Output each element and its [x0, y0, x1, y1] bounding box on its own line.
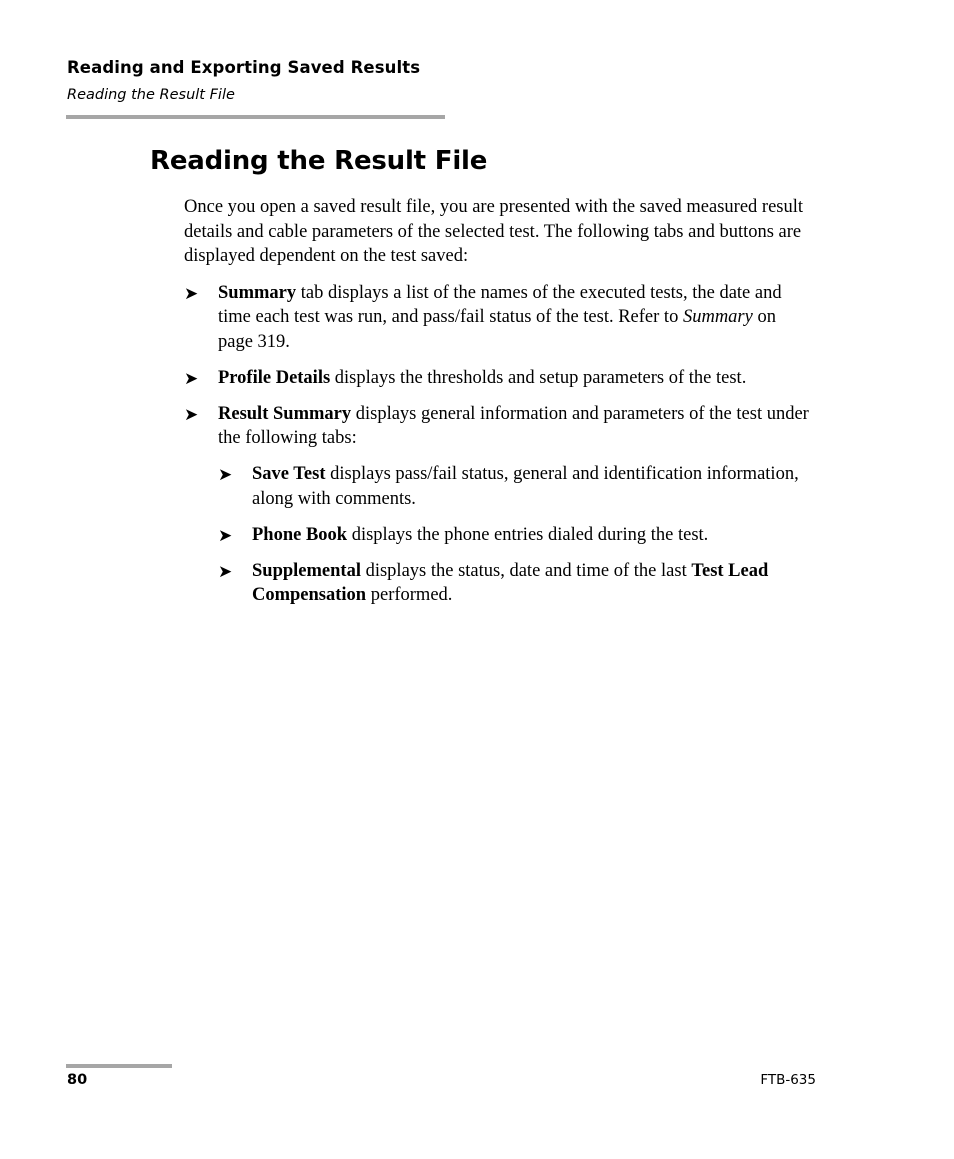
arrow-bullet-icon: ➤ [218, 561, 233, 582]
description-summary-a: tab displays a list of the names of the executed tests, the date and time each test was run, and pass/fail status of the test. Refer to [218, 282, 782, 327]
footer-rule [66, 1064, 172, 1068]
term-profile-details: Profile Details [218, 367, 331, 388]
arrow-bullet-icon: ➤ [184, 283, 199, 304]
description-phone-book: displays the phone entries dialed during the test. [347, 524, 709, 545]
body-content [184, 195, 814, 619]
page-title: Reading the Result File [150, 146, 488, 176]
intro-paragraph: Once you open a saved result file, you are presented with the saved measured result details and cable parameters of the selected test. The following tabs and buttons are displayed dependent on the test saved: [184, 197, 804, 266]
list-item-profile-details [184, 366, 814, 391]
tab-list [184, 281, 814, 608]
term-supplemental: Supplemental [252, 560, 361, 581]
page-number: 80 [67, 1072, 88, 1088]
description-save-test: displays pass/fail status, general and identification information, along with comments. [252, 464, 799, 509]
description-summary-b: on page 319. [218, 307, 776, 352]
cross-reference-link[interactable]: Summary [682, 307, 753, 327]
sub-tab-list [218, 462, 814, 608]
running-header [67, 57, 445, 105]
list-item-result-summary [184, 402, 814, 608]
description-profile-details: displays the thresholds and setup parameters of the test. [330, 367, 747, 388]
term-phone-book: Phone Book [252, 524, 348, 545]
arrow-bullet-icon: ➤ [184, 404, 199, 425]
term-summary: Summary [218, 282, 297, 303]
sub-item-save-test [218, 462, 814, 511]
description-result-summary: displays general information and parameters of the test under the following tabs: [218, 403, 809, 448]
description-supplemental-b: performed. [366, 585, 453, 605]
term-save-test: Save Test [252, 464, 326, 484]
arrow-bullet-icon: ➤ [218, 525, 233, 546]
sub-item-supplemental [218, 559, 814, 608]
arrow-bullet-icon: ➤ [218, 465, 233, 485]
sub-item-phone-book [218, 523, 814, 548]
section-title: Reading the Result File [67, 87, 235, 103]
term-result-summary: Result Summary [218, 403, 352, 424]
arrow-bullet-icon: ➤ [184, 368, 199, 389]
document-code: FTB-635 [760, 1072, 816, 1088]
header-rule [66, 115, 445, 119]
term-test-lead-compensation: Test Lead Compensation [252, 560, 769, 605]
list-item-summary [184, 281, 814, 355]
chapter-title: Reading and Exporting Saved Results [67, 58, 421, 77]
description-supplemental-a: displays the status, date and time of the last [360, 560, 692, 581]
